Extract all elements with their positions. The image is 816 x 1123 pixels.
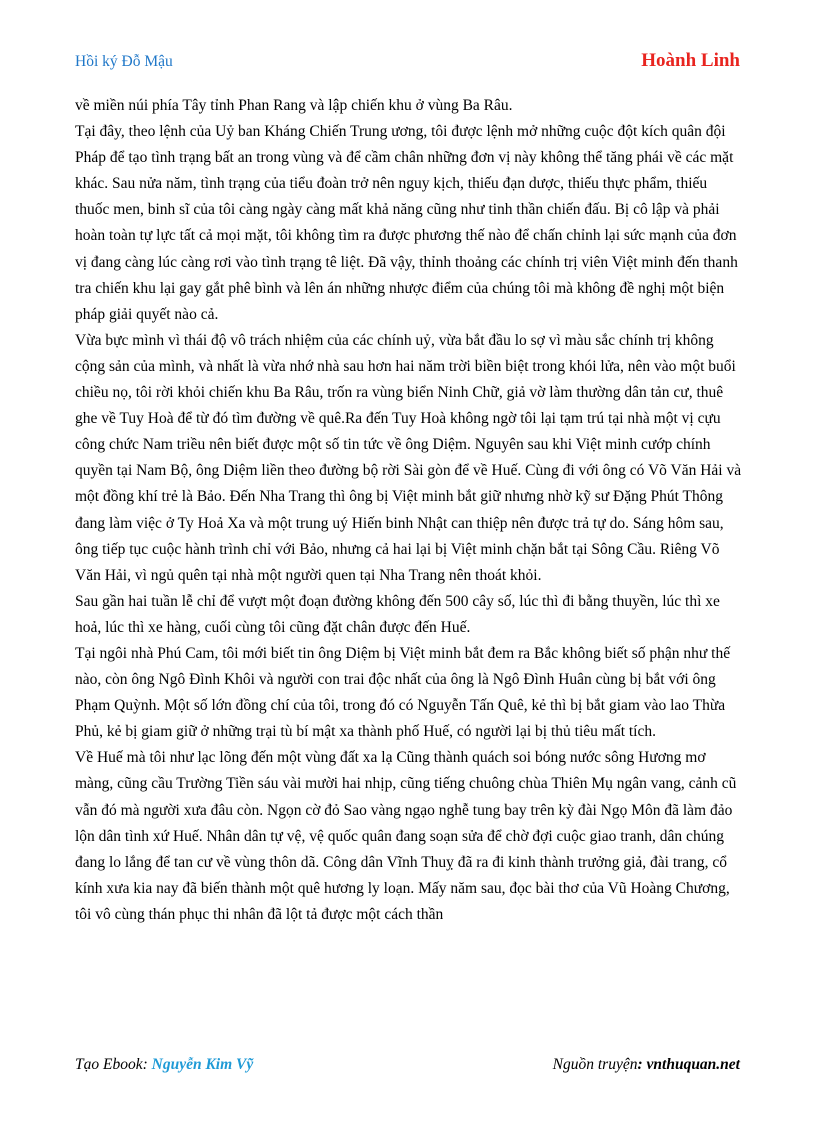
page-footer — [75, 1056, 740, 1076]
source-credit-label: Nguồn truyện — [552, 1056, 638, 1073]
page-header — [75, 50, 740, 76]
source-credit — [553, 1056, 740, 1074]
paragraph: về miền núi phía Tây tỉnh Phan Rang và lập chiến khu ở vùng Ba Râu. — [75, 97, 513, 114]
paragraph: Về Huế mà tôi như lạc lõng đến một vùng đất xa lạ Cũng thành quách soi bóng nước sông Hương mơ màng, cũng cầu Trường Tiền sáu vài mười hai nhịp, cũng tiếng chuông chùa Thiên Mụ ngân vang, cảnh cũ vẫn đó mà người xưa đâu còn. Ngọn cờ đỏ Sao vàng ngạo nghễ tung bay trên kỳ đài Ngọ Môn đã làm đảo lộn dân tình xứ Huế. Nhân dân tự vệ, vệ quốc quân đang soạn sửa để chờ đợi cuộc giao tranh, dân chúng đang lo lắng để tan cư về vùng thôn dã. Công dân Vĩnh Thuỵ đã ra đi kinh thành trưởng giả, đài trang, cổ kính xưa kia nay đã biến thành một quê hương ly loạn. Mấy năm sau, đọc bài thơ của Vũ Hoàng Chương, tôi vô cùng thán phục thi nhân đã lột tả được một cách thần — [75, 749, 737, 923]
ebook-creator-name: Nguyễn Kim Vỹ — [151, 1056, 254, 1073]
author-name: Hoành Linh — [641, 50, 740, 71]
paragraph: Sau gần hai tuần lễ chỉ để vượt một đoạn đường không đến 500 cây số, lúc thì đi bằng thuyền, lúc thì xe hoả, lúc thì xe hàng, cuối cùng tôi cũng đặt chân được đến Huế. — [75, 592, 720, 636]
source-site[interactable]: vnthuquan.net — [646, 1056, 740, 1073]
ebook-credit-separator: : — [142, 1056, 152, 1073]
page-body — [75, 93, 742, 928]
paragraph: Tại đây, theo lệnh của Uỷ ban Kháng Chiến Trung ương, tôi được lệnh mở những cuộc đột kích quân đội Pháp để tạo tình trạng bất an trong vùng và để cầm chân những đơn vị này không thể tăng phái về các mặt khác. Sau nửa năm, tình trạng của tiểu đoàn trở nên nguy kịch, thiếu đạn dược, thiếu thực phẩm, thiếu thuốc men, binh sĩ của tôi càng ngày càng mất khả năng cũng như tinh thần chiến đấu. Bị cô lập và phải hoàn toàn tự lực tất cả mọi mặt, tôi không tìm ra được phương thế nào để chấn chỉnh lại sức mạnh của đơn vị đang càng lúc càng rơi vào tình trạng tê liệt. Đã vậy, thỉnh thoảng các chính trị viên Việt minh đến thanh tra chiến khu lại gay gắt phê bình và lên án những nhược điểm của chúng tôi mà không đề nghị một biện pháp giải quyết nào cả. — [75, 123, 738, 323]
paragraph: Tại ngôi nhà Phú Cam, tôi mới biết tin ông Diệm bị Việt minh bắt đem ra Bắc không biết số phận như thế nào, còn ông Ngô Đình Khôi và người con trai độc nhất của ông là Ngô Đình Huân cùng bị bắt với ông Phạm Quỳnh. Một số lớn đồng chí của tôi, trong đó có Nguyễn Tấn Quê, kẻ thì bị bắt giam vào lao Thừa Phủ, kẻ bị giam giữ ở những trại tù bí mật xa thành phố Huế, có người lại bị thủ tiêu mất tích. — [75, 644, 731, 741]
source-credit-separator: : — [637, 1056, 647, 1073]
book-title: Hồi ký Đỗ Mậu — [75, 53, 173, 70]
ebook-credit-label: Tạo Ebook — [75, 1056, 143, 1073]
paragraph: Vừa bực mình vì thái độ vô trách nhiệm của các chính uỷ, vừa bắt đầu lo sợ vì màu sắc chính trị không cộng sản của mình, và nhất là vừa nhớ nhà sau hơn hai năm trời biền biệt trong khói lửa, nên vào một buổi chiều nọ, tôi rời khỏi chiến khu Ba Râu, trốn ra vùng biển Ninh Chữ, giả vờ làm thường dân tản cư, thuê ghe về Tuy Hoà để từ đó tìm đường về quê.Ra đến Tuy Hoà không ngờ tôi lại tạm trú tại nhà một vị cựu công chức Nam triều nên biết được một số tin tức về ông Diệm. Nguyên sau khi Việt minh cướp chính quyền tại Nam Bộ, ông Diệm liền theo đường bộ rời Sài gòn để về Huế. Cùng đi với ông có Võ Văn Hải và một đồng khí trẻ là Bảo. Đến Nha Trang thì ông bị Việt minh bắt giữ nhưng nhờ kỹ sư Đặng Phút Thông đang làm việc ở Ty Hoả Xa và một trung uý Hiến binh Nhật can thiệp nên được trả tự do. Sáng hôm sau, ông tiếp tục cuộc hành trình chỉ với Bảo, nhưng cả hai lại bị Việt minh chặn bắt tại Sông Cầu. Riêng Võ Văn Hải, vì ngủ quên tại nhà một người quen tại Nha Trang nên thoát khỏi. — [75, 331, 742, 584]
ebook-credit — [75, 1056, 253, 1074]
